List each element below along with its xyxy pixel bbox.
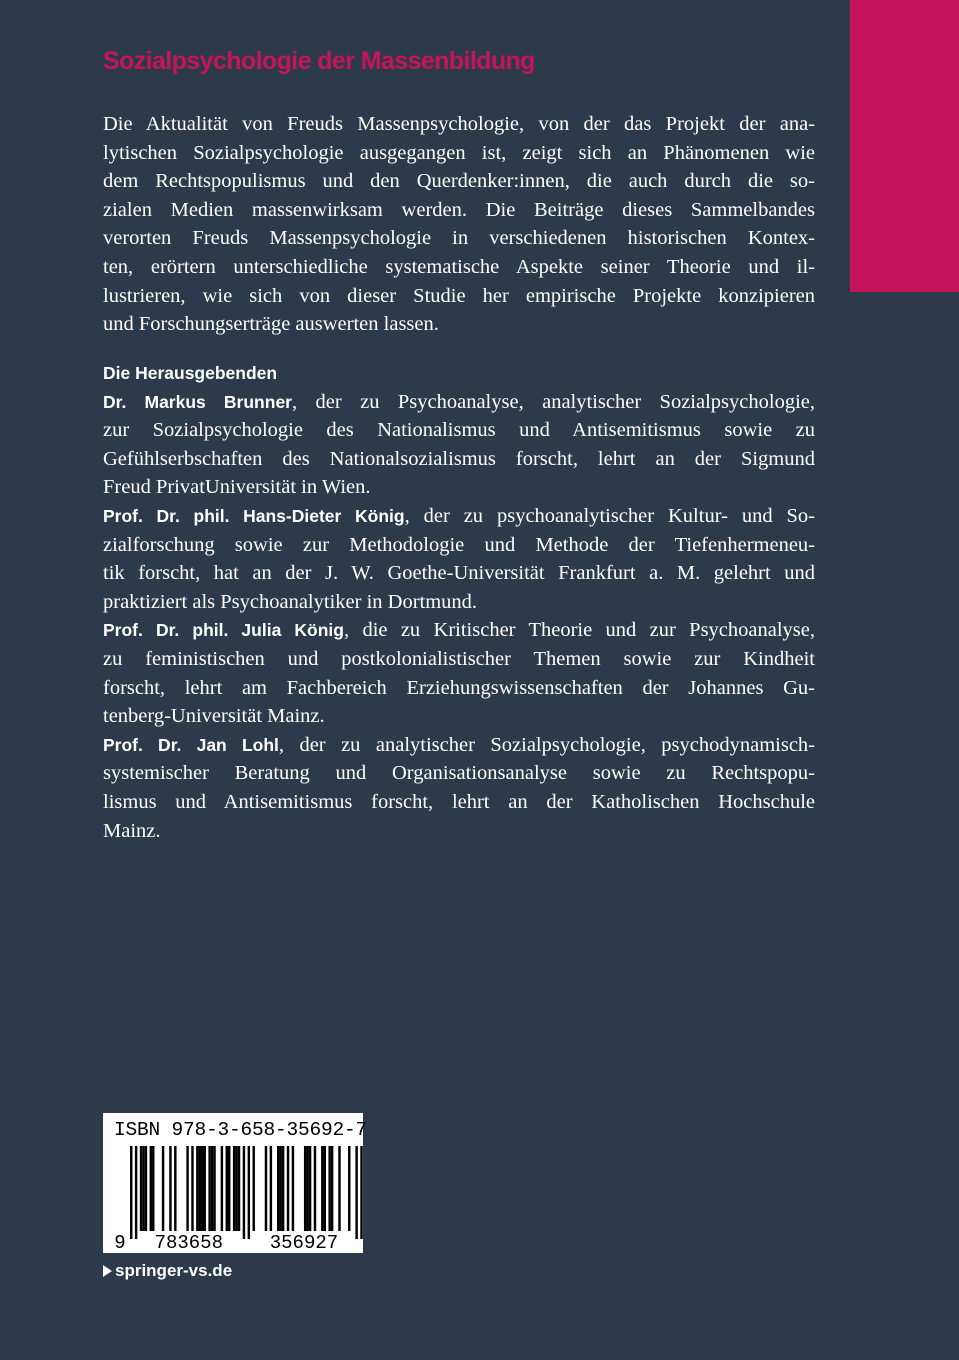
editor-first-line [103, 502, 815, 531]
barcode-bar [324, 1146, 326, 1231]
barcode-bar [145, 1146, 147, 1231]
editor-bio-line: Freud PrivatUniversität in Wien. [103, 476, 371, 499]
barcode-bar [338, 1146, 340, 1231]
barcode-guard-bar [248, 1146, 250, 1239]
editor-bio-lohl [103, 731, 815, 845]
barcode-bar [331, 1146, 333, 1231]
publisher-link-text: springer-vs.de [115, 1261, 233, 1280]
editor-first-line [103, 616, 815, 645]
blurb-line: Die Aktualität von Freuds Massenpsychologie, von der das Projekt der ana- [103, 113, 815, 135]
blurb-line: lustrieren, wie sich von dieser Studie her empirische Projekte konzipieren [103, 284, 815, 307]
barcode-guard-bar [360, 1146, 362, 1239]
barcode-guard-bar [243, 1146, 245, 1239]
barcode-bar [199, 1146, 201, 1231]
barcode-bar [265, 1146, 267, 1231]
publisher-link[interactable] [103, 1261, 232, 1281]
editor-bio-line: Gefühlserbschaften des Nationalsozialismus forscht, lehrt an der Sigmund [103, 447, 815, 470]
barcode-bar [213, 1146, 215, 1231]
editor-name: Prof. Dr. Jan Lohl [103, 734, 279, 755]
barcode-bar [228, 1146, 230, 1231]
barcode-bar [304, 1146, 306, 1231]
isbn-barcode [103, 1113, 368, 1253]
editor-bio-brunner [103, 388, 815, 502]
blurb-text [103, 110, 815, 339]
barcode-bar [282, 1146, 284, 1231]
editor-bio-line: forscht, lehrt am Fachbereich Erziehungswissenschaften der Johannes Gu- [103, 676, 815, 699]
editor-bio-line: tik forscht, hat an der J. W. Goethe-Universität Frankfurt a. M. gelehrt und [103, 562, 815, 585]
editor-bio-line: zur Sozialpsychologie des Nationalismus und Antisemitismus sowie zu [103, 419, 815, 442]
barcode-bar [235, 1146, 237, 1231]
isbn-label: ISBN 978-3-658-35692-7 [114, 1119, 368, 1141]
editor-first-line [103, 388, 815, 417]
editor-bio-hd-koenig [103, 502, 815, 616]
barcode-graphic [103, 1113, 363, 1253]
barcode-guard-bar [135, 1146, 137, 1239]
barcode-bar [328, 1146, 330, 1231]
editor-bio-line: tenberg-Universität Mainz. [103, 705, 325, 728]
blurb-line: zialen Medien massenwirksam werden. Die Beiträge dieses Sammelbandes [103, 198, 815, 221]
editors-section [103, 359, 815, 845]
blurb-line: verorten Freuds Massenpsychologie in verschiedenen historischen Kontex- [103, 227, 815, 250]
barcode-bar [211, 1146, 213, 1231]
barcode-bar [309, 1146, 311, 1231]
barcode-bar [348, 1146, 350, 1231]
barcode-bar [169, 1146, 171, 1231]
book-title: Sozialpsychologie der Massenbildung [103, 47, 535, 75]
barcode-bar [162, 1146, 164, 1231]
barcode-guard-bar [130, 1146, 132, 1239]
editor-name: Prof. Dr. phil. Hans-Dieter König [103, 505, 405, 526]
barcode-bar [204, 1146, 206, 1231]
editor-bio-line: zu feministischen und postkolonialistischer Themen sowie zur Kindheit [103, 647, 815, 670]
barcode-digits: 356927 [269, 1232, 339, 1253]
barcode-bar [253, 1146, 255, 1231]
barcode-digits: 9 [114, 1232, 126, 1253]
barcode-bar [321, 1146, 323, 1231]
barcode-bar [208, 1146, 210, 1231]
barcode-bar [191, 1146, 193, 1231]
barcode-bar [186, 1146, 188, 1231]
barcode-bar [201, 1146, 203, 1231]
editor-bio-line: systemischer Beratung und Organisationsanalyse sowie zu Rechtspopu- [103, 762, 815, 785]
barcode-bar [306, 1146, 308, 1231]
editor-bio-text: , der zu psychoanalytischer Kultur- und So- [404, 504, 815, 527]
editor-bio-text: , die zu Kritischer Theorie und zur Psychoanalyse, [343, 619, 816, 642]
arrow-right-icon [103, 1265, 112, 1277]
blurb-line: dem Rechtspopulismus und den Querdenker:innen, die auch durch die so- [103, 170, 815, 193]
barcode-bar [279, 1146, 281, 1231]
editor-name: Prof. Dr. phil. Julia König [103, 620, 344, 641]
barcode-bar [152, 1146, 154, 1231]
editor-bio-line: Mainz. [103, 819, 161, 842]
editor-bio-line: praktiziert als Psychoanalytiker in Dortmund. [103, 590, 478, 613]
editors-heading: Die Herausgebenden [103, 363, 278, 383]
barcode-bar [314, 1146, 316, 1231]
editor-name: Dr. Markus Brunner [103, 391, 292, 412]
barcode-bar [226, 1146, 228, 1231]
barcode-bar [270, 1146, 272, 1231]
barcode-guard-bar [355, 1146, 357, 1239]
editor-bio-line: zialforschung sowie zur Methodologie und Methode der Tiefenhermeneu- [103, 533, 815, 556]
barcode-bar [150, 1146, 152, 1231]
barcode-digits: 783658 [154, 1232, 224, 1253]
barcode-bar [140, 1146, 142, 1231]
barcode-bar [233, 1146, 235, 1231]
barcode-bar [238, 1146, 240, 1231]
blurb-line: lytischen Sozialpsychologie ausgegangen ist, zeigt sich an Phänomenen wie [103, 141, 815, 164]
barcode-bar [221, 1146, 223, 1231]
editor-bio-line: lismus und Antisemitismus forscht, lehrt an der Katholischen Hochschule [103, 790, 815, 813]
editor-bio-text: , der zu analytischer Sozialpsychologie, psychodynamisch- [278, 733, 815, 756]
editor-first-line [103, 731, 815, 760]
blurb-line: ten, erörtern unterschiedliche systematische Aspekte seiner Theorie und il- [103, 255, 815, 278]
barcode-bar [142, 1146, 144, 1231]
barcode-bar [292, 1146, 294, 1231]
editor-bio-j-koenig [103, 616, 815, 730]
barcode-bar [287, 1146, 289, 1231]
blurb-line: und Forschungserträge auswerten lassen. [103, 313, 439, 336]
barcode-bar [277, 1146, 279, 1231]
barcode-bar [196, 1146, 198, 1231]
accent-color-strip [850, 0, 959, 292]
barcode-bar [174, 1146, 176, 1231]
editor-bio-text: , der zu Psychoanalyse, analytischer Sozialpsychologie, [291, 390, 815, 413]
